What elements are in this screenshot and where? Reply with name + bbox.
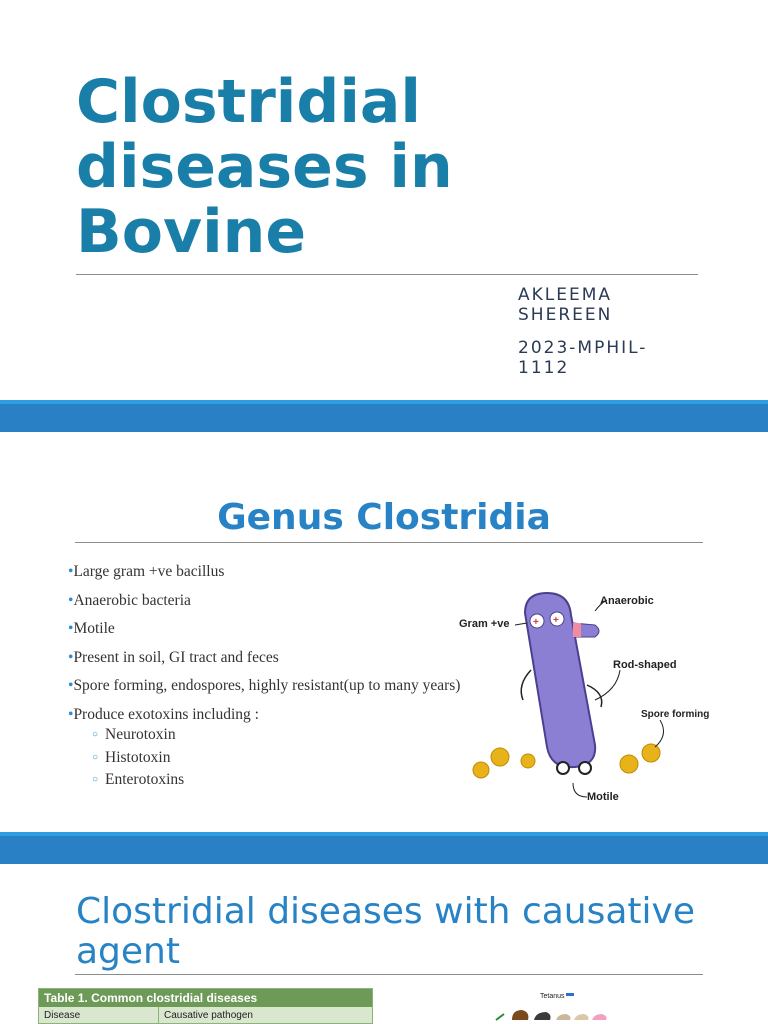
slide-separator xyxy=(0,400,768,432)
list-item: ○ Histotoxin xyxy=(92,748,171,766)
title-divider xyxy=(76,274,698,275)
label-rod: Rod-shaped xyxy=(613,659,677,671)
list-item: •Anaerobic bacteria xyxy=(68,591,191,609)
title-slide xyxy=(0,0,768,400)
presentation-title: Clostridial diseases in Bovine xyxy=(76,67,453,267)
list-item: •Large gram +ve bacillus xyxy=(68,563,225,580)
bacterium-illustration xyxy=(455,575,715,810)
svg-text:+: + xyxy=(553,615,559,626)
slide-heading: Genus Clostridia xyxy=(217,497,551,538)
heading-divider xyxy=(75,974,703,975)
list-item: •Motile xyxy=(68,620,115,638)
tetanus-image xyxy=(490,990,620,1024)
student-id: 2023-MPHIL-1112 xyxy=(518,338,648,378)
sub-bullet-list xyxy=(92,725,392,793)
label-spore: Spore forming xyxy=(641,709,710,720)
disease-table xyxy=(38,988,373,1024)
image-label: Tetanus xyxy=(540,993,565,1000)
slide-separator xyxy=(0,832,768,864)
column-header: Disease xyxy=(39,1007,159,1024)
list-item: •Produce exotoxins including : xyxy=(68,705,259,723)
list-item: •Present in soil, GI tract and feces xyxy=(68,648,279,666)
table-caption: Table 1. Common clostridial diseases xyxy=(39,989,372,1007)
list-item: ○ Enterotoxins xyxy=(92,771,185,788)
label-anaerobic: Anaerobic xyxy=(600,595,654,607)
slide-heading: Clostridial diseases with causative agent xyxy=(76,891,695,972)
list-item: •Spore forming, endospores, highly resistant(up to many years) xyxy=(68,677,461,695)
table-header-row xyxy=(39,1007,372,1024)
column-header: Causative pathogen xyxy=(164,1010,253,1021)
heading-divider xyxy=(75,542,703,543)
bullet-list xyxy=(68,562,468,734)
label-motile: Motile xyxy=(587,791,619,803)
list-item: ○ Neurotoxin xyxy=(92,726,176,743)
author-name: AKLEEMA SHEREEN xyxy=(518,285,613,325)
svg-text:+: + xyxy=(533,617,539,628)
label-gram: Gram +ve xyxy=(459,618,510,630)
